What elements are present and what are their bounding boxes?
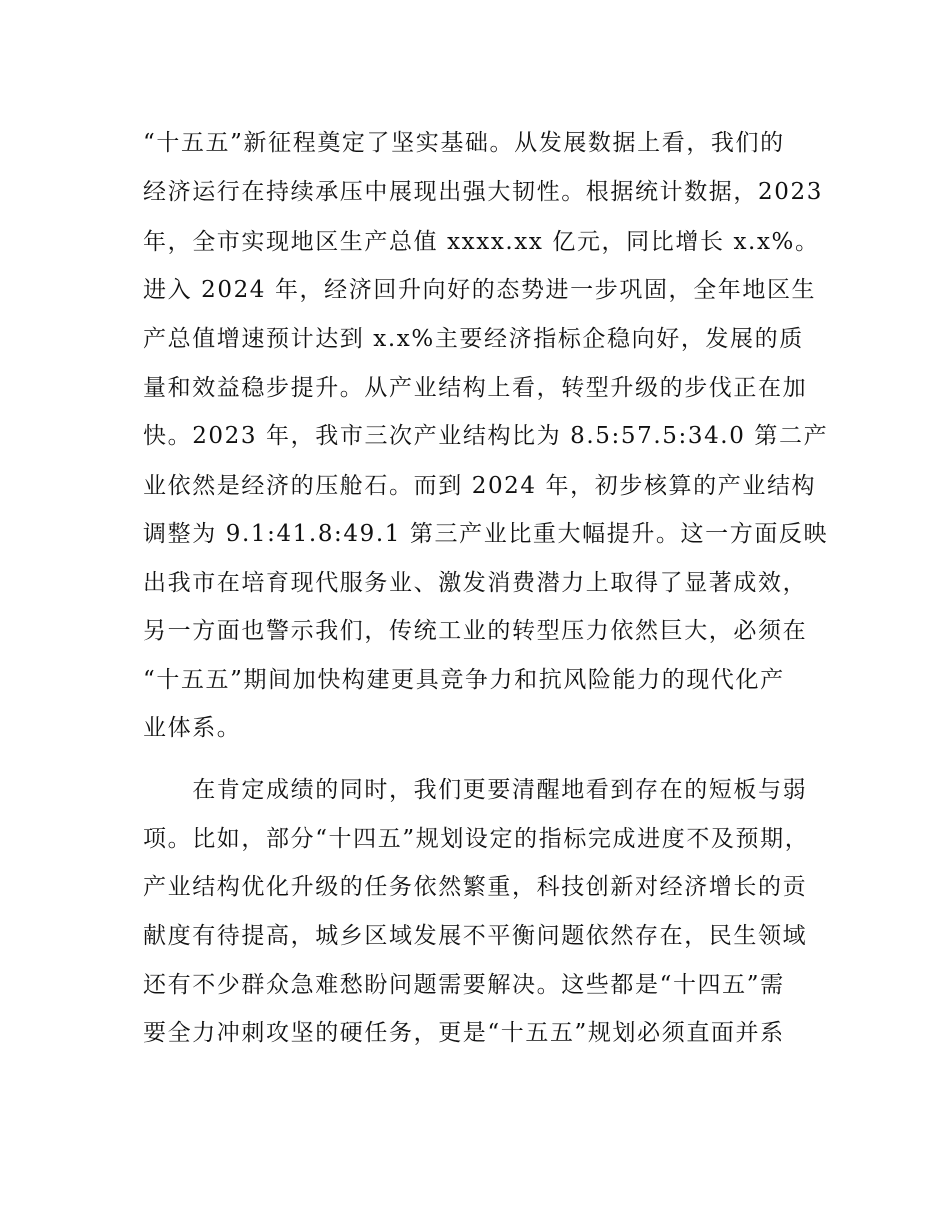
text-line: 业依然是经济的压舱石。而到 2024 年，初步核算的产业结构: [143, 473, 817, 499]
text-line: 业体系。: [143, 715, 242, 741]
text-line: “十五五”新征程奠定了坚实基础。从发展数据上看，我们的: [143, 130, 785, 156]
text-line: 出我市在培育现代服务业、激发消费潜力上取得了显著成效，: [143, 570, 808, 596]
text-line: 产业结构优化升级的任务依然繁重，科技创新对经济增长的贡: [143, 874, 808, 900]
text-line: 调整为 9.1:41.8:49.1 第三产业比重大幅提升。这一方面反映: [143, 521, 829, 547]
text-line: 经济运行在持续承压中展现出强大韧性。根据统计数据，2023: [143, 179, 823, 205]
text-line: “十五五”期间加快构建更具竞争力和抗风险能力的现代化产: [143, 667, 785, 693]
text-line: 在肯定成绩的同时，我们更要清醒地看到存在的短板与弱: [143, 777, 808, 803]
text-line: 项。比如，部分“十四五”规划设定的指标完成进度不及预期，: [143, 826, 810, 852]
text-line: 要全力冲刺攻坚的硬任务，更是“十五五”规划必须直面并系: [143, 1020, 785, 1046]
text-line: 年，全市实现地区生产总值 xxxx.xx 亿元，同比增长 x.x%。: [143, 229, 820, 255]
text-line: 进入 2024 年，经济回升向好的态势进一步巩固，全年地区生: [143, 277, 817, 303]
text-line: 产总值增速预计达到 x.x%主要经济指标企稳向好，发展的质: [143, 326, 804, 352]
text-line: 献度有待提高，城乡区域发展不平衡问题依然存在，民生领域: [143, 923, 808, 949]
text-line: 另一方面也警示我们，传统工业的转型压力依然巨大，必须在: [143, 618, 808, 644]
text-line: 还有不少群众急难愁盼问题需要解决。这些都是“十四五”需: [143, 972, 785, 998]
text-line: 量和效益稳步提升。从产业结构上看，转型升级的步伐正在加: [143, 375, 808, 401]
text-line: 快。2023 年，我市三次产业结构比为 8.5:57.5:34.0 第二产: [143, 423, 829, 449]
